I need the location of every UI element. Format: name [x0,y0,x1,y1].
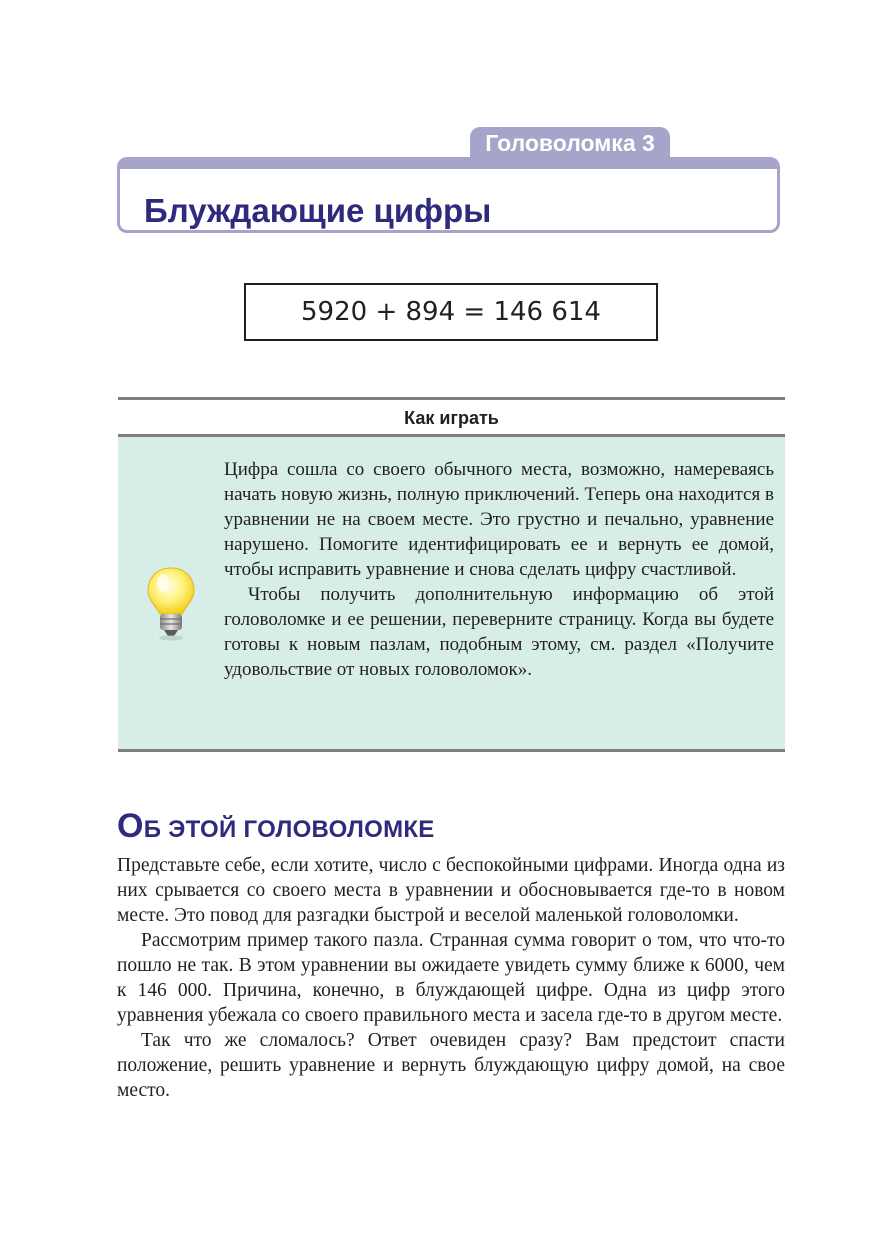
section-heading-rest: Б ЭТОЙ ГОЛОВОЛОМКЕ [143,816,435,843]
body-paragraph: Представьте себе, если хотите, число с беспокойными цифрами. Иногда одна из них срывается со своего места в уравнении и обосновывается где-то в новом месте. Это повод для разгадки быстрой и веселой маленькой головоломки. [117,855,785,926]
how-to-play-panel [118,437,785,752]
page-title: Блуждающие цифры [144,192,492,229]
how-to-play-paragraph: Чтобы получить дополнительную информацию об этой головоломке и ее решении, переверните страницу. Когда вы будете готовы к новым пазлам, подобным этому, см. раздел «Получите удовольствие от новых головоломок». [224,584,774,680]
body-paragraph: Рассмотрим пример такого пазла. Странная сумма говорит о том, что что-то пошло не так. В этом уравнении вы ожидаете увидеть сумму ближе к 6000, чем к 146 000. Причина, конечно, в блуждающей цифре. Одна из цифр этого уравнения убежала со своего правильного места и засела где-то в другом месте. [117,930,785,1026]
how-to-play-text [224,457,774,682]
section-heading-initial: О [117,807,144,845]
about-text [117,853,785,1103]
equation-box: 5920 + 894 = 146 614 [244,283,658,341]
section-heading [117,807,435,846]
body-paragraph: Так что же сломалось? Ответ очевиден сразу? Вам предстоит спасти положение, решить уравнение и вернуть блуждающую цифру домой, на свое место. [117,1030,785,1101]
how-to-play-paragraph: Цифра сошла со своего обычного места, возможно, намереваясь начать новую жизнь, полную приключений. Теперь она находится в уравнении не на своем месте. Это грустно и печально, уравнение нарушено. Помогите идентифицировать ее и вернуть ее домой, чтобы исправить уравнение и снова сделать цифру счастливой. [224,459,774,580]
title-box [117,157,780,233]
how-to-play-heading: Как играть [118,397,785,437]
puzzle-number-tab: Головоломка 3 [470,127,670,159]
lightbulb-icon [144,565,198,641]
